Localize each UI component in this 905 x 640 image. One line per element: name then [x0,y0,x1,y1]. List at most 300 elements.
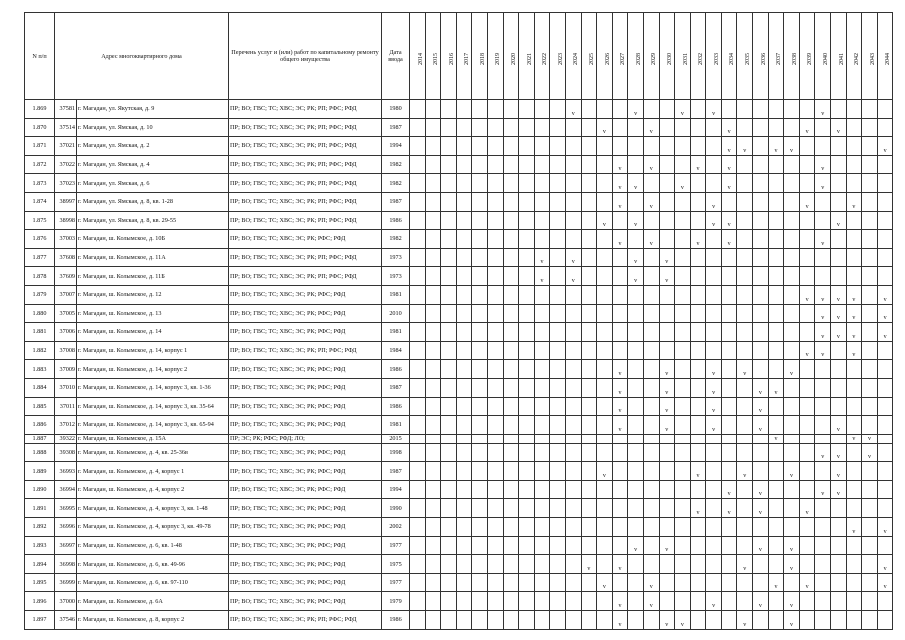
schedule-cell-2036 [753,304,769,323]
house-id: 37609 [55,267,77,286]
schedule-cell-2016 [441,378,457,397]
schedule-cell-2037 [768,323,784,342]
schedule-cell-2034 [721,443,737,462]
schedule-cell-2023 [550,192,566,211]
check-mark: v [618,603,622,610]
schedule-cell-2016 [441,397,457,416]
row-number: 1.875 [25,211,55,230]
schedule-cell-2024 [565,462,581,481]
schedule-cell-2029 [643,211,659,230]
schedule-cell-2030 [659,118,675,137]
schedule-cell-2025 [581,499,597,518]
check-mark: v [821,454,825,461]
schedule-cell-2036 [753,174,769,193]
schedule-cell-2036 [753,211,769,230]
table-row [25,592,893,611]
schedule-cell-2033 [706,443,722,462]
header-year-2034: 2034 [721,13,737,100]
schedule-cell-2030 [659,323,675,342]
schedule-cell-2032 [690,378,706,397]
schedule-cell-2015 [425,323,441,342]
schedule-cell-2042 [846,137,862,156]
schedule-cell-2020 [503,192,519,211]
row-number: 1.897 [25,611,55,630]
commission-year: 1973 [382,267,410,286]
schedule-cell-2019 [487,192,503,211]
schedule-cell-2025 [581,248,597,267]
schedule-cell-2018 [472,118,488,137]
row-number: 1.893 [25,536,55,555]
table-row [25,230,893,249]
commission-year: 1986 [382,611,410,630]
schedule-cell-2022 [534,285,550,304]
schedule-cell-2016 [441,285,457,304]
house-id: 37011 [55,397,77,416]
check-mark: v [618,184,622,191]
header-built-year: Дата ввода [382,13,410,100]
schedule-cell-2040 [815,192,831,211]
schedule-cell-2037 [768,462,784,481]
header-year-2043: 2043 [862,13,878,100]
schedule-cell-2020 [503,416,519,435]
schedule-cell-2027 [612,137,628,156]
schedule-cell-2028 [628,480,644,499]
check-mark: v [696,510,700,517]
schedule-cell-2043 [862,397,878,416]
table-row [25,137,893,156]
schedule-cell-2031 [675,155,691,174]
schedule-cell-2036 [753,155,769,174]
header-year-2044: 2044 [877,13,893,100]
schedule-cell-2034 [721,285,737,304]
schedule-cell-2044 [877,416,893,435]
schedule-cell-2029 [643,499,659,518]
schedule-cell-2042 [846,118,862,137]
schedule-cell-2017 [456,267,472,286]
schedule-cell-2028 [628,248,644,267]
schedule-cell-2042 [846,573,862,592]
commission-year: 1984 [382,341,410,360]
house-id: 37022 [55,155,77,174]
schedule-cell-2018 [472,360,488,379]
schedule-cell-2037 [768,285,784,304]
schedule-cell-2022 [534,397,550,416]
table-row [25,267,893,286]
schedule-cell-2030 [659,100,675,119]
schedule-cell-2023 [550,230,566,249]
schedule-cell-2019 [487,416,503,435]
schedule-cell-2021 [519,499,535,518]
schedule-cell-2031 [675,174,691,193]
schedule-cell-2026 [597,323,613,342]
commission-year: 1979 [382,592,410,611]
schedule-cell-2014 [410,192,426,211]
schedule-cell-2041 [831,285,847,304]
commission-year: 2010 [382,304,410,323]
schedule-cell-2032 [690,304,706,323]
schedule-cell-2040 [815,118,831,137]
schedule-cell-2017 [456,285,472,304]
schedule-cell-2036 [753,285,769,304]
check-mark: v [790,370,794,377]
schedule-cell-2042 [846,285,862,304]
table-row [25,416,893,435]
schedule-cell-2026 [597,192,613,211]
schedule-cell-2017 [456,378,472,397]
schedule-cell-2026 [597,480,613,499]
schedule-cell-2032 [690,174,706,193]
table-row [25,285,893,304]
schedule-cell-2037 [768,341,784,360]
check-mark: v [727,147,731,154]
schedule-cell-2041 [831,248,847,267]
schedule-cell-2030 [659,137,675,156]
schedule-cell-2018 [472,155,488,174]
schedule-cell-2033 [706,323,722,342]
check-mark: v [758,510,762,517]
row-number: 1.878 [25,267,55,286]
schedule-cell-2014 [410,341,426,360]
schedule-cell-2022 [534,611,550,630]
schedule-cell-2044 [877,174,893,193]
schedule-cell-2015 [425,285,441,304]
schedule-cell-2038 [784,137,800,156]
schedule-cell-2044 [877,480,893,499]
schedule-cell-2041 [831,434,847,443]
schedule-cell-2017 [456,360,472,379]
schedule-cell-2032 [690,323,706,342]
schedule-cell-2029 [643,360,659,379]
schedule-cell-2043 [862,573,878,592]
schedule-cell-2014 [410,416,426,435]
schedule-cell-2014 [410,360,426,379]
schedule-cell-2019 [487,267,503,286]
schedule-cell-2029 [643,592,659,611]
schedule-cell-2016 [441,462,457,481]
schedule-cell-2027 [612,304,628,323]
schedule-cell-2017 [456,536,472,555]
schedule-cell-2029 [643,555,659,574]
schedule-cell-2028 [628,100,644,119]
schedule-cell-2015 [425,360,441,379]
schedule-cell-2016 [441,518,457,537]
schedule-cell-2025 [581,416,597,435]
schedule-cell-2037 [768,518,784,537]
schedule-cell-2018 [472,323,488,342]
schedule-cell-2039 [799,100,815,119]
schedule-cell-2027 [612,100,628,119]
schedule-cell-2035 [737,555,753,574]
schedule-cell-2039 [799,267,815,286]
schedule-cell-2043 [862,480,878,499]
schedule-cell-2035 [737,416,753,435]
schedule-cell-2042 [846,211,862,230]
schedule-cell-2039 [799,555,815,574]
header-year-2022: 2022 [534,13,550,100]
check-mark: v [727,166,731,173]
schedule-cell-2024 [565,248,581,267]
schedule-cell-2030 [659,230,675,249]
capital-repair-schedule-sheet [24,12,893,630]
check-mark: v [883,315,887,322]
check-mark: v [571,259,575,266]
schedule-cell-2015 [425,248,441,267]
house-id: 37006 [55,323,77,342]
schedule-cell-2038 [784,323,800,342]
schedule-cell-2031 [675,536,691,555]
schedule-cell-2030 [659,267,675,286]
header-year-2020: 2020 [503,13,519,100]
schedule-cell-2035 [737,378,753,397]
schedule-cell-2017 [456,573,472,592]
check-mark: v [774,389,778,396]
schedule-cell-2044 [877,323,893,342]
schedule-cell-2040 [815,397,831,416]
table-row [25,248,893,267]
schedule-cell-2037 [768,611,784,630]
schedule-cell-2035 [737,499,753,518]
check-mark: v [727,222,731,229]
schedule-cell-2026 [597,434,613,443]
schedule-cell-2043 [862,174,878,193]
check-mark: v [665,408,669,415]
schedule-cell-2015 [425,416,441,435]
schedule-cell-2031 [675,611,691,630]
schedule-cell-2044 [877,434,893,443]
schedule-cell-2027 [612,397,628,416]
row-number: 1.879 [25,285,55,304]
schedule-cell-2044 [877,230,893,249]
schedule-cell-2027 [612,443,628,462]
schedule-cell-2041 [831,397,847,416]
schedule-cell-2033 [706,378,722,397]
schedule-cell-2032 [690,573,706,592]
schedule-cell-2033 [706,397,722,416]
header-year-2039: 2039 [799,13,815,100]
header-year-2014: 2014 [410,13,426,100]
schedule-cell-2027 [612,462,628,481]
check-mark: v [868,454,872,461]
schedule-cell-2019 [487,573,503,592]
table-row [25,555,893,574]
schedule-cell-2022 [534,155,550,174]
schedule-cell-2015 [425,592,441,611]
house-id: 39322 [55,434,77,443]
schedule-cell-2018 [472,536,488,555]
table-row [25,323,893,342]
schedule-cell-2027 [612,341,628,360]
schedule-cell-2027 [612,323,628,342]
schedule-cell-2043 [862,285,878,304]
schedule-cell-2034 [721,518,737,537]
schedule-cell-2016 [441,100,457,119]
schedule-cell-2041 [831,100,847,119]
check-mark: v [836,222,840,229]
repair-works-list: ПР; ВО; ГВС; ТС; ХВС; ЭС; РК; РП; РФС; РФД [229,118,382,137]
schedule-cell-2030 [659,434,675,443]
schedule-cell-2020 [503,536,519,555]
schedule-cell-2044 [877,137,893,156]
schedule-cell-2039 [799,518,815,537]
schedule-cell-2026 [597,341,613,360]
table-row [25,211,893,230]
schedule-cell-2040 [815,285,831,304]
schedule-cell-2016 [441,137,457,156]
schedule-cell-2014 [410,573,426,592]
commission-year: 1982 [382,155,410,174]
schedule-cell-2040 [815,211,831,230]
schedule-cell-2041 [831,416,847,435]
schedule-cell-2023 [550,174,566,193]
row-number: 1.884 [25,378,55,397]
schedule-cell-2024 [565,611,581,630]
schedule-cell-2020 [503,230,519,249]
house-address: г. Магадан, ш. Колымское, д. 14, корпус 1 [77,341,229,360]
table-body [25,100,893,630]
check-mark: v [649,240,653,247]
schedule-cell-2027 [612,360,628,379]
check-mark: v [836,333,840,340]
schedule-cell-2016 [441,434,457,443]
schedule-cell-2039 [799,397,815,416]
schedule-cell-2036 [753,248,769,267]
schedule-cell-2039 [799,536,815,555]
repair-works-list: ПР; ВО; ГВС; ТС; ХВС; ЭС; РК; РФС; РФД [229,573,382,592]
schedule-cell-2041 [831,462,847,481]
schedule-cell-2034 [721,323,737,342]
schedule-cell-2015 [425,230,441,249]
check-mark: v [712,408,716,415]
house-address: г. Магадан, ш. Колымское, д. 15А [77,434,229,443]
schedule-cell-2030 [659,397,675,416]
schedule-cell-2032 [690,434,706,443]
check-mark: v [727,491,731,498]
check-mark: v [821,110,825,117]
schedule-cell-2033 [706,360,722,379]
schedule-cell-2037 [768,118,784,137]
schedule-cell-2023 [550,555,566,574]
schedule-cell-2026 [597,573,613,592]
schedule-cell-2034 [721,462,737,481]
schedule-cell-2044 [877,360,893,379]
check-mark: v [649,129,653,136]
schedule-cell-2014 [410,397,426,416]
house-address: г. Магадан, ул. Ямская, д. 8, кв. 29-55 [77,211,229,230]
house-address: г. Магадан, ш. Колымское, д. 14, корпус 3, кв. 35-64 [77,397,229,416]
house-address: г. Магадан, ш. Колымское, д. 4, корпус 3, кв. 49-78 [77,518,229,537]
check-mark: v [696,472,700,479]
schedule-cell-2018 [472,397,488,416]
commission-year: 1981 [382,416,410,435]
schedule-cell-2040 [815,323,831,342]
schedule-cell-2027 [612,573,628,592]
schedule-cell-2029 [643,230,659,249]
schedule-cell-2026 [597,462,613,481]
row-number: 1.883 [25,360,55,379]
schedule-cell-2039 [799,192,815,211]
schedule-cell-2027 [612,555,628,574]
schedule-cell-2016 [441,555,457,574]
schedule-cell-2027 [612,611,628,630]
schedule-cell-2043 [862,443,878,462]
schedule-cell-2022 [534,555,550,574]
check-mark: v [618,166,622,173]
row-number: 1.873 [25,174,55,193]
schedule-cell-2018 [472,555,488,574]
schedule-cell-2014 [410,211,426,230]
schedule-cell-2030 [659,462,675,481]
header-works: Перечень услуг и (или) работ по капитальному ремонту общего имущества [229,13,382,100]
schedule-cell-2016 [441,267,457,286]
header-year-2031: 2031 [675,13,691,100]
schedule-cell-2021 [519,211,535,230]
house-id: 36999 [55,573,77,592]
schedule-cell-2016 [441,573,457,592]
table-row [25,341,893,360]
schedule-cell-2028 [628,211,644,230]
schedule-cell-2032 [690,555,706,574]
check-mark: v [712,370,716,377]
house-id: 38997 [55,192,77,211]
schedule-cell-2038 [784,462,800,481]
check-mark: v [649,584,653,591]
schedule-cell-2036 [753,499,769,518]
house-address: г. Магадан, ш. Колымское, д. 11А [77,248,229,267]
commission-year: 1987 [382,118,410,137]
house-id: 37514 [55,118,77,137]
schedule-cell-2025 [581,304,597,323]
schedule-cell-2021 [519,480,535,499]
house-address: г. Магадан, ш. Колымское, д. 10Б [77,230,229,249]
schedule-cell-2042 [846,416,862,435]
schedule-cell-2026 [597,137,613,156]
check-mark: v [821,333,825,340]
schedule-cell-2030 [659,360,675,379]
schedule-cell-2016 [441,230,457,249]
schedule-cell-2041 [831,518,847,537]
schedule-cell-2025 [581,192,597,211]
schedule-cell-2018 [472,462,488,481]
header-address: Адрес многоквартирного дома [55,13,229,100]
schedule-cell-2027 [612,267,628,286]
schedule-cell-2034 [721,573,737,592]
check-mark: v [618,389,622,396]
schedule-cell-2029 [643,518,659,537]
schedule-cell-2021 [519,174,535,193]
schedule-cell-2020 [503,397,519,416]
check-mark: v [665,259,669,266]
schedule-cell-2043 [862,462,878,481]
schedule-cell-2027 [612,518,628,537]
schedule-cell-2035 [737,304,753,323]
header-year-2018: 2018 [472,13,488,100]
schedule-cell-2043 [862,378,878,397]
schedule-cell-2040 [815,267,831,286]
schedule-cell-2021 [519,555,535,574]
schedule-cell-2033 [706,230,722,249]
schedule-cell-2033 [706,285,722,304]
schedule-cell-2020 [503,434,519,443]
schedule-cell-2020 [503,323,519,342]
schedule-cell-2044 [877,155,893,174]
schedule-cell-2023 [550,378,566,397]
schedule-cell-2043 [862,360,878,379]
schedule-cell-2014 [410,155,426,174]
schedule-cell-2014 [410,536,426,555]
schedule-cell-2018 [472,211,488,230]
schedule-cell-2014 [410,100,426,119]
check-mark: v [618,426,622,433]
